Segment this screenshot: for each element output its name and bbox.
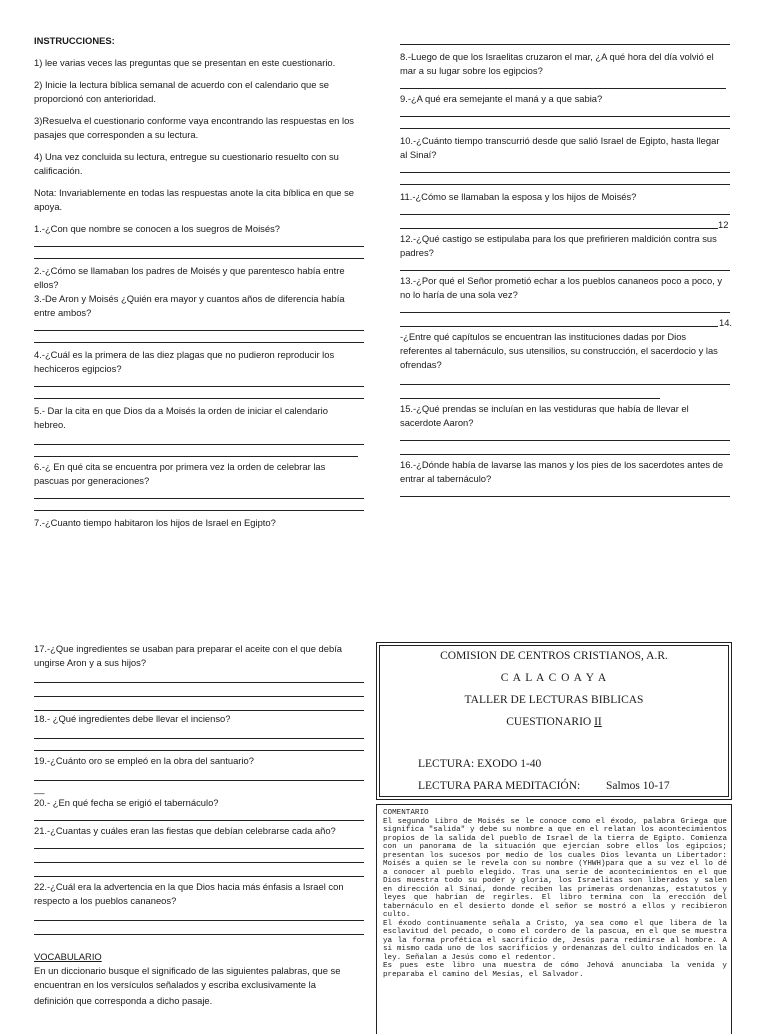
meditation-label: LECTURA PARA MEDITACIÓN: (418, 780, 581, 792)
question-1: 1.-¿Con que nombre se conocen a los suegros de Moisés? (34, 223, 280, 234)
answer-line (400, 44, 730, 45)
number-12: 12 (718, 219, 729, 230)
answer-line (400, 214, 730, 215)
questionnaire-label: CUESTIONARIO (506, 716, 595, 728)
answer-line (400, 496, 730, 497)
answer-line (400, 88, 726, 89)
question-17-line1: 17.-¿Que ingredientes se usaban para preparar el aceite con el que debía (34, 643, 343, 654)
question-5-line1: 5.- Dar la cita en que Dios da a Moisés la orden de iniciar el calendario (34, 405, 328, 416)
instruction-1: 1) lee varias veces las preguntas que se presentan en este cuestionario. (34, 57, 336, 68)
answer-line (34, 848, 364, 849)
question-14-line1: -¿Entre qué capítulos se encuentran las instituciones dadas por Dios (400, 331, 687, 342)
question-4-line1: 4.-¿Cuál es la primera de las diez plagas que no pudieron reproducir los (34, 349, 335, 360)
answer-line (34, 444, 364, 445)
question-4-line2: hechiceros egipcios? (34, 363, 122, 374)
question-12-line1: 12.-¿Qué castigo se estipulaba para los que prefirieren maldición contra sus (400, 233, 717, 244)
question-8-line2: mar a su lugar sobre los egipcios? (400, 65, 543, 76)
question-21: 21.-¿Cuantas y cuáles eran las fiestas que debían celebrarse cada año? (34, 825, 336, 836)
answer-line (34, 710, 364, 711)
answer-line (400, 184, 730, 185)
answer-line (34, 876, 364, 877)
question-2-line2: ellos? (34, 279, 59, 290)
question-11: 11.-¿Cómo se llamaban la esposa y los hijos de Moisés? (400, 191, 637, 202)
question-22-line1: 22.-¿Cuál era la advertencia en la que Dios hacia más énfasis a Israel con (34, 881, 344, 892)
answer-line (34, 386, 364, 387)
instruction-3-line2: pasajes que corresponden a su lectura. (34, 129, 199, 140)
commentary-title: COMENTARIO (383, 809, 429, 817)
answer-line (34, 258, 364, 259)
answer-line (400, 116, 730, 117)
question-10-line2: al Sinaí? (400, 149, 437, 160)
question-6-line2: pascuas por generaciones? (34, 475, 150, 486)
answer-line (34, 862, 364, 863)
commentary-paragraph-2: El éxodo continuamente señala a Cristo, ya sea como el que libera de la esclavitud del pecado, o como el cordero de la pascua, en el que se muestra ya la forma profética el sacrificio de, Jesús para redimirse al hombre. A si mismo cada uno de los sacrificios y ordenanzas del culto indicados en la ley. Señalan a Jesús como el redentor. (383, 919, 727, 962)
number-14: 14. (719, 317, 733, 328)
vocabulary-line3: definición que corresponda a dicho pasaje. (34, 995, 213, 1006)
nota-line1: Nota: Invariablemente en todas las respuestas anote la cita bíblica en que se (34, 187, 354, 198)
answer-line (34, 696, 364, 697)
question-19: 19.-¿Cuánto oro se empleó en la obra del santuario? (34, 755, 254, 766)
question-9: 9.-¿A qué era semejante el maná y a que sabia? (400, 93, 603, 104)
question-2-line1: 2.-¿Cómo se llamaban los padres de Moisés y que parentesco había entre (34, 265, 345, 276)
commentary-paragraph-3: Es pues este libro una muestra de cómo Jehová anunciaba la venida y preparaba el camino del Mesías, el Salvador. (383, 962, 727, 979)
header-inner-border (379, 645, 729, 797)
answer-line (34, 934, 364, 935)
instruction-4-line2: calificación. (34, 165, 83, 176)
workshop-title: TALLER DE LECTURAS BIBLICAS (464, 694, 644, 706)
organization-name: COMISION DE CENTROS CRISTIANOS, A.R. (440, 650, 668, 662)
instruction-2-line1: 2) Inicie la lectura bíblica semanal de acuerdo con el calendario que se (34, 79, 329, 90)
question-14-line2: referentes al tabernáculo, sus utensilios, su construcción, el sacerdocio y las (400, 345, 718, 356)
commentary-paragraph-1: El segundo Libro de Moisés se le conoce como el éxodo, palabra Griega que significa "salida" y debe su nombre a que en el relatan los acontecimientos propios de la salida del pueblo de Israel de la tierra de Egipto. Comienza con un panorama de la situación que ejercían sobre ellos los egipcios; presentan los sucesos por medio de los cuales Dios levanta un Libertador: Moisés a quien se le revela con su nombre (YHWH)para que a su vez el lo dé a conocer al pueblo elegido. Tras una serie de acontecimientos en el que Dios muestra todo su poder y gloria, los Israelitas son liberados y salen en dirección al Sinaí, donde reciben las primeras ordenanzas, estatutos y leyes que habrían de regirles. El libro termina con la erección del tabernáculo en el desierto donde el señor se mostró a ellos y recibieron culto. (383, 817, 727, 919)
instruction-2-line2: proporcionó con anterioridad. (34, 93, 156, 104)
question-7: 7.-¿Cuanto tiempo habitaron los hijos de Israel en Egipto? (34, 517, 276, 528)
answer-line (34, 750, 364, 751)
answer-line (400, 172, 730, 173)
nota-line2: apoya. (34, 201, 63, 212)
answer-line (34, 498, 364, 499)
question-10-line1: 10.-¿Cuánto tiempo transcurrió desde que salió Israel de Egipto, hasta llegar (400, 135, 720, 146)
question-17-line2: ungirse Aron y a sus hijos? (34, 657, 147, 668)
question-8-line1: 8.-Luego de que los Israelitas cruzaron el mar, ¿A qué hora del día volvió el (400, 51, 714, 62)
question-12-line2: padres? (400, 247, 434, 258)
question-3-line1: 3.-De Aron y Moisés ¿Quién era mayor y cuantos años de diferencia había (34, 293, 345, 304)
question-6-line1: 6.-¿ En qué cita se encuentra por primera vez la orden de celebrar las (34, 461, 326, 472)
answer-line (34, 820, 364, 821)
answer-line (400, 384, 730, 385)
vocabulary-line1: En un diccionario busque el significado de las siguientes palabras, que se (34, 965, 341, 976)
answer-line (34, 246, 364, 247)
reading-assignment: LECTURA: EXODO 1-40 (418, 758, 542, 770)
location-name: C A L A C O A Y A (500, 672, 608, 684)
vocabulary-line2: encuentran en los versículos señalados y escriba exclusivamente la (34, 979, 316, 990)
questionnaire-title (380, 716, 728, 728)
dash: __ (34, 783, 45, 794)
answer-line (400, 312, 730, 313)
answer-line (400, 326, 718, 327)
vocabulary-title: VOCABULARIO (34, 951, 102, 962)
answer-line (34, 342, 364, 343)
question-22-line2: respecto a los pueblos cananeos? (34, 895, 177, 906)
question-15-line1: 15.-¿Qué prendas se incluían en las vestiduras que había de llevar el (400, 403, 689, 414)
answer-line (400, 228, 718, 229)
commentary-text (383, 809, 727, 979)
answer-line (34, 682, 364, 683)
worksheet-header-box (376, 642, 732, 800)
answer-line (400, 440, 730, 441)
answer-line (400, 270, 730, 271)
answer-line (400, 454, 730, 455)
question-18: 18.- ¿Qué ingredientes debe llevar el incienso? (34, 713, 231, 724)
answer-line (34, 510, 364, 511)
question-14-line3: ofrendas? (400, 359, 442, 370)
question-20: 20.- ¿En qué fecha se erigió el tabernáculo? (34, 797, 219, 808)
questionnaire-number: II (594, 716, 602, 728)
instructions-title: INSTRUCCIONES: (34, 35, 115, 46)
answer-line (34, 738, 364, 739)
answer-line (34, 330, 364, 331)
question-16-line1: 16.-¿Dónde había de lavarse las manos y los pies de los sacerdotes antes de (400, 459, 724, 470)
instruction-4-line1: 4) Una vez concluida su lectura, entregue su cuestionario resuelto con su (34, 151, 339, 162)
question-13-line2: no lo haría de una sola vez? (400, 289, 518, 300)
question-16-line2: entrar al tabernáculo? (400, 473, 492, 484)
answer-line (34, 920, 364, 921)
commentary-box (376, 804, 732, 1034)
instruction-3-line1: 3)Resuelva el cuestionario conforme vaya encontrando las respuestas en los (34, 115, 354, 126)
answer-line (34, 398, 364, 399)
question-15-line2: sacerdote Aaron? (400, 417, 474, 428)
answer-line (400, 398, 660, 399)
meditation-value: Salmos 10-17 (606, 780, 670, 792)
question-13-line1: 13.-¿Por qué el Señor prometió echar a los pueblos cananeos poco a poco, y (400, 275, 723, 286)
answer-line (34, 780, 364, 781)
question-3-line2: entre ambos? (34, 307, 92, 318)
answer-line (400, 128, 730, 129)
answer-line (34, 456, 358, 457)
question-5-line2: hebreo. (34, 419, 66, 430)
